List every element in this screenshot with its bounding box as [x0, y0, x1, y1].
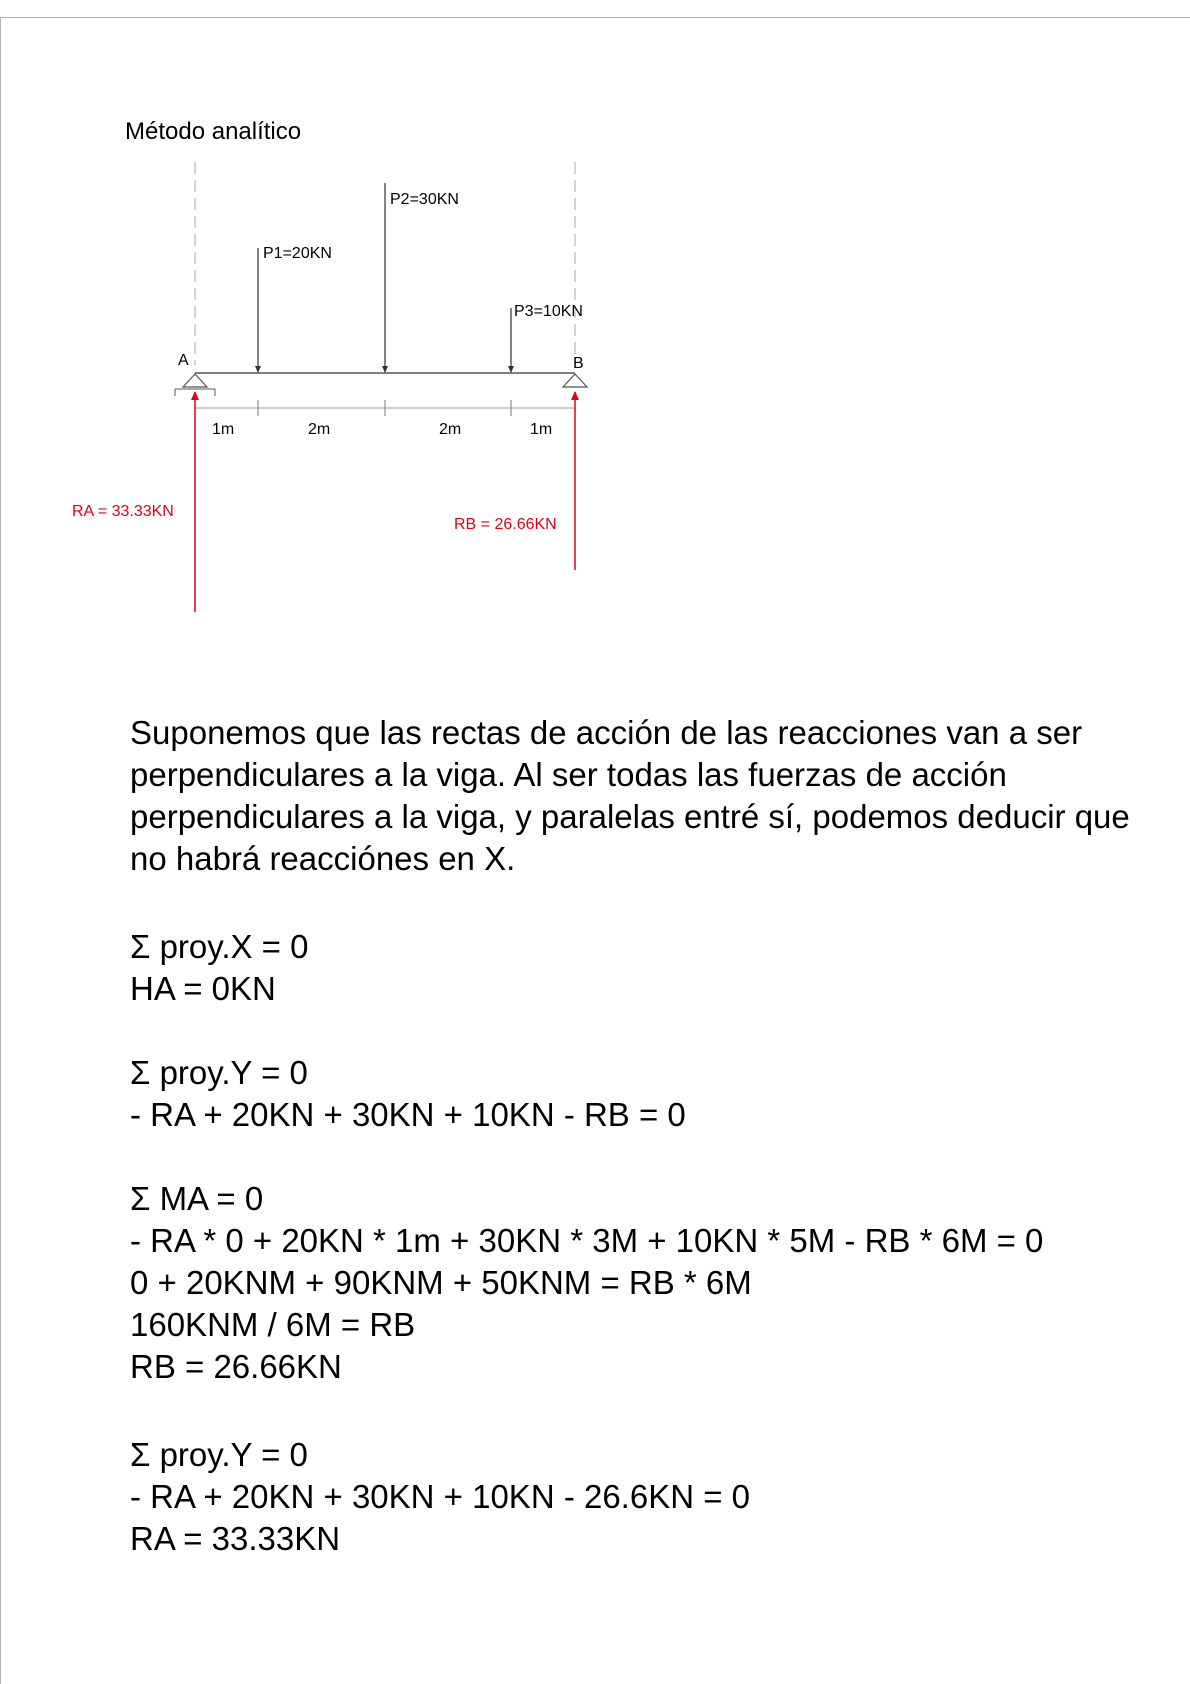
equation-line: Σ proy.Y = 0	[130, 1054, 308, 1091]
equation-line: HA = 0KN	[130, 970, 276, 1007]
support-b-icon	[563, 374, 587, 387]
equation-line: RA = 33.33KN	[130, 1520, 341, 1557]
equation-line: - RA + 20KN + 30KN + 10KN - RB = 0	[130, 1096, 686, 1133]
equation-line: Σ proy.Y = 0	[130, 1436, 308, 1473]
equation-line: 160KNM / 6M = RB	[130, 1306, 416, 1343]
equation-group-sum-y-check	[130, 1434, 750, 1560]
load-p2-arrowhead	[382, 366, 388, 373]
reaction-rb-label: RB = 26.66KN	[454, 516, 557, 533]
load-p1-arrowhead	[255, 366, 261, 373]
load-p3-label: P3=10KN	[514, 303, 583, 320]
equation-group-sum-y	[130, 1052, 686, 1136]
equation-line: - RA * 0 + 20KN * 1m + 30KN * 3M + 10KN * 5M - RB * 6M = 0	[130, 1222, 1044, 1259]
support-a-label: A	[178, 352, 189, 369]
reaction-rb-arrowhead	[571, 391, 579, 400]
equation-group-sum-x	[130, 926, 308, 1010]
load-p2-label: P2=30KN	[390, 191, 459, 208]
span-label-1: 1m	[212, 421, 235, 438]
span-label-4: 1m	[530, 421, 553, 438]
span-label-3: 2m	[439, 421, 462, 438]
load-p3-arrowhead	[508, 366, 514, 373]
beam-diagram	[0, 0, 1190, 640]
reaction-ra-label: RA = 33.33KN	[72, 503, 174, 520]
explanation-paragraph: Suponemos que las rectas de acción de las reacciones van a ser perpendiculares a la viga. Al ser todas las fuerzas de acción perpendiculares a la viga, y paralelas entré sí, podemos deducir que no habrá reacciónes en X.	[130, 714, 1130, 877]
equation-line: RB = 26.66KN	[130, 1348, 342, 1385]
section-title: Método analítico	[125, 118, 302, 145]
support-b-label: B	[573, 355, 584, 372]
load-p1-label: P1=20KN	[263, 245, 332, 262]
reaction-ra-arrowhead	[191, 391, 199, 400]
span-label-2: 2m	[308, 421, 331, 438]
equation-group-moment-a	[130, 1178, 1043, 1388]
equation-line: - RA + 20KN + 30KN + 10KN - 26.6KN = 0	[130, 1478, 751, 1515]
equation-line: Σ MA = 0	[130, 1180, 264, 1217]
equation-line: 0 + 20KNM + 90KNM + 50KNM = RB * 6M	[130, 1264, 752, 1301]
equation-line: Σ proy.X = 0	[130, 928, 309, 965]
